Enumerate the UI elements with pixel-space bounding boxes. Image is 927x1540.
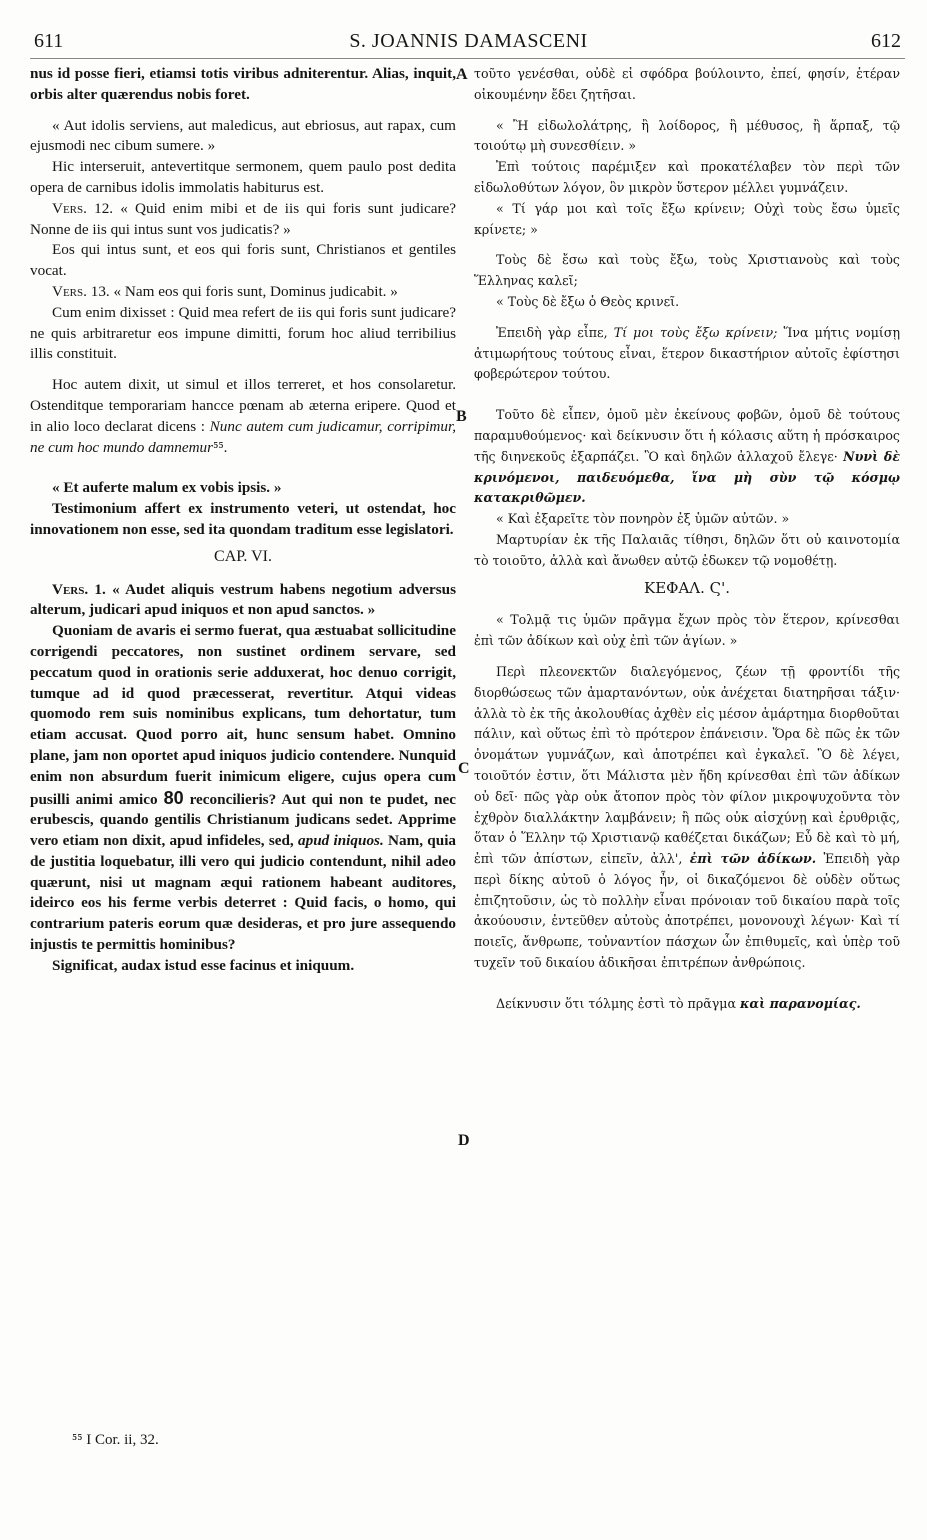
greek-paragraph (474, 405, 900, 509)
verse-text: « Quid enim mibi et de iis qui foris sunt judicare? Nonne de iis qui intus sunt vos judicatis? » (30, 199, 456, 238)
chapter-heading-greek: ΚΕΦΑΛ. Ϛ'. (643, 578, 731, 597)
chapter-heading-latin: CAP. VI. (214, 547, 272, 565)
greek-text: Δείκνυσιν ὅτι τόλμης ἐστὶ τὸ πρᾶγμα (496, 995, 736, 1011)
latin-emphasis: apud iniquos. (298, 832, 384, 850)
latin-paragraph: Significat, audax istud esse facinus et iniquum. (52, 956, 355, 974)
scripture-citation: Νυνὶ δὲ κρινόμενοι, παιδευόμεθα, ἵνα μὴ σὺν τῷ κόσμῳ κατακριθῶμεν. (474, 448, 900, 506)
latin-paragraph: Testimonium affert ex instrumento veteri, ut ostendat, hoc innovationem non esse, sed ita quondam traditum esse legislatori. (30, 500, 456, 538)
marginal-number: 80 (163, 787, 184, 808)
running-header (30, 30, 907, 60)
greek-text: Ἵνα μήτις νομίσῃ ἀτιμωρήτους τούτους εἶναι, ἕτερον δικαστήριον αὐτοῖς ἐφίστησι φοβερώτερον τούτου. (474, 324, 900, 382)
latin-quote: « Et auferte malum ex vobis ipsis. » (52, 479, 282, 497)
latin-column (30, 64, 456, 977)
greek-paragraph (474, 994, 900, 1015)
greek-text: Περὶ πλεονεκτῶν διαλεγόμενος, ζέων τῇ φροντίδι τῆς διορθώσεως τῶν ἁμαρτανόντων, οὐκ ἀνέχεται διατηρῆσαι τάξιν· ἀλλὰ τὸ ἐκ τῆς ἀκολουθίας ἀχθὲν εἰς μέσον ἁμάρτημα διορθοῦται πάλιν, καὶ οὕτως ἐπὶ τὸ πρότερον ἐπάνεισιν. Ὅρα δὲ πῶς ἐκ τῶν ὀνομάτων γυμνάζων, καὶ ἀποτρέπει καὶ ἐγκαλεῖ. Ὃ δὲ λέγει, τοιοῦτόν ἐστιν, ὅτι Μάλιστα μὲν ἤδη κρίνεσθαι ἐπὶ τῶν ἀδίκων οὐ δεῖ· πῶς γὰρ οὐκ ἄτοπον πρὸς τὸν φίλον μικροψυχοῦντα τὸν ἐχθρὸν διαλλάκτην λαμβάνειν; ἢ πῶς οὐκ αἰσχύνῃ καὶ ἐρυθριᾷς, ὅταν ὁ Ἕλλην τῷ Χριστιανῷ καθέζεται δικάζων; Εὖ δὲ καὶ τὸ μή, ἐπὶ τῶν ἀπίστων, εἰπεῖν, ἀλλ', (474, 663, 900, 867)
greek-quote: « Τολμᾷ τις ὑμῶν πρᾶγμα ἔχων πρὸς τὸν ἕτερον, κρίνεσθαι ἐπὶ τῶν ἀδίκων καὶ οὐχ ἐπὶ τῶν ἁγίων. » (474, 612, 900, 649)
header-rule (30, 58, 905, 59)
running-title: S. JOANNIS DAMASCENI (349, 30, 588, 52)
scripture-citation: Nunc autem cum judicamur, corripimur, ne cum hoc mundo damnemur (30, 417, 457, 456)
verse-text: « Nam eos qui foris sunt, Dominus judicabit. » (113, 282, 398, 300)
verse-label: Vers. 13. (52, 282, 110, 300)
greek-emphasis: ἐπὶ τῶν ἀδίκων. (689, 851, 817, 867)
greek-column (474, 64, 900, 1015)
latin-quote: « Aut idolis serviens, aut maledicus, aut ebriosus, aut rapax, cum ejusmodi nec cibum sumere. » (30, 116, 456, 155)
greek-text: Ἐπειδὴ γὰρ εἶπε, (496, 324, 608, 340)
section-marker-c: C (458, 760, 470, 777)
greek-quote: « Τί γάρ μοι καὶ τοῖς ἔξω κρίνειν; Οὐχὶ τοὺς ἔσω ὑμεῖς κρίνετε; » (474, 200, 900, 237)
page-number-left: 611 (34, 30, 64, 52)
latin-text: Nam, quia de justitia loquebatur, illi vero qui judicio contendunt, nihil adeo quærunt, nisi ut magnam æqui rationem habeant auditores, ideirco eos his ferme verbis deterret : Quid facis, o homo, qui contrarium pateris eorum quæ desideras, et pro jure assequendo injustis te permittis hominibus? (30, 832, 457, 954)
section-marker-a: A (456, 66, 468, 83)
greek-quote: « Ἢ εἰδωλολάτρης, ἢ λοίδορος, ἢ μέθυσος, ἢ ἅρπαξ, τῷ τοιούτῳ μὴ συνεσθίειν. » (474, 117, 900, 154)
latin-paragraph: Eos qui intus sunt, et eos qui foris sunt, Christianos et gentiles vocat. (30, 241, 456, 280)
verse-label: Vers. 12. (52, 199, 114, 217)
greek-paragraph: Ἐπὶ τούτοις παρέμιξεν καὶ προκατέλαβεν τὸν περὶ τῶν εἰδωλοθύτων λόγον, ὃν μικρὸν ὕστερον μέλλει γυμνάζειν. (474, 159, 900, 195)
latin-text: Quoniam de avaris ei sermo fuerat, qua æstuabat sollicitudine corrigendi peccatores, non sustinet ordinem servare, sed peccatum quod in orationis serie adduxerat, hoc denuo corrigit, tumque ad id quod præcesserat, revertitur. Atqui videas quomodo rem suis nominibus explicans, tum dehortatur, tum etiam accusat. Quod porro ait, hunc sensum habet. Omnino plane, jam non oportet apud iniquos judicio contendere. Nunquid enim non absurdum fuerit inimicum eligere, cujus opera cum pusilli animi amico (30, 622, 456, 808)
latin-paragraph (30, 375, 456, 458)
footnote: ⁵⁵ I Cor. ii, 32. (72, 1432, 159, 1448)
verse-text: « Audet aliquis vestrum habens negotium adversus alterum, judicari apud iniquos et non apud sanctos. » (30, 580, 456, 619)
greek-paragraph (474, 323, 900, 385)
greek-paragraph: Μαρτυρίαν ἐκ τῆς Παλαιᾶς τίθησι, δηλῶν ὅτι οὐ καινοτομία τὸ τοιοῦτο, ἀλλὰ καὶ ἄνωθεν αὐτῷ ἐδωκεν τῷ νομοθέτῃ. (474, 531, 900, 568)
latin-paragraph: Cum enim dixisset : Quid mea refert de iis qui foris sunt judicare? ne quis arbitraretur eos impune dimitti, forum hoc aliud terribilius illis constituit. (30, 303, 456, 363)
latin-text: reconcilieris? Aut qui non te pudet, nec erubescis, quando gentilis Christianum judicans sedet. Apprime vero etiam non dixit, apud infideles, sed, (30, 790, 456, 850)
greek-emphasis: Τί μοι τοὺς ἔξω κρίνειν; (613, 324, 778, 340)
latin-verse (30, 580, 456, 622)
footnote-ref: ⁵⁵. (213, 438, 228, 456)
section-marker-d: D (458, 1132, 470, 1149)
greek-text: Τοῦτο δὲ εἶπεν, ὁμοῦ μὲν ἐκείνους φοβῶν, ὁμοῦ δὲ τούτους παραμυθούμενος· καὶ δείκνυσιν ὅτι ἡ κόλασις αὕτη ἡ πρόσκαιρος τῆς διηνεκοῦς ἐξαρπάζει. Ὃ καὶ δηλῶν ἀλλαχοῦ ἔλεγε· (474, 407, 900, 464)
latin-text: Hoc autem dixit, ut simul et illos terreret, et hos consolaretur. Ostenditque temporariam hancce pœnam ab æterna eripere. Quod et in alio loco declarat dicens : (30, 376, 456, 435)
greek-paragraph: τοῦτο γενέσθαι, οὐδὲ εἰ σφόδρα βούλοιντο, ἐπεί, φησίν, ἑτέραν οἰκουμένην ἔδει ζητῆσαι. (474, 66, 900, 102)
latin-paragraph: Hic interseruit, antevertitque sermonem, quem paulo post dedita opera de carnibus idolis immolatis habiturus est. (30, 158, 456, 196)
page-number-right: 612 (871, 30, 901, 52)
latin-paragraph (30, 621, 456, 956)
latin-verse (30, 199, 456, 241)
section-marker-b: B (456, 408, 467, 425)
greek-quote: « Καὶ ἐξαρεῖτε τὸν πονηρὸν ἐξ ὑμῶν αὐτῶν. » (496, 511, 790, 527)
latin-paragraph: nus id posse fieri, etiamsi totis viribus adniterentur. Alias, inquit, orbis alter quærendus nobis foret. (30, 65, 456, 103)
greek-paragraph: Τοὺς δὲ ἔσω καὶ τοὺς ἔξω, τοὺς Χριστιανοὺς καὶ τοὺς Ἕλληνας καλεῖ; (474, 252, 900, 289)
latin-verse (30, 282, 456, 303)
greek-quote: « Τοὺς δὲ ἔξω ὁ Θεὸς κρινεῖ. (496, 293, 680, 309)
greek-text: Ἐπειδὴ γὰρ περὶ δίκης αὐτοῦ ὁ λόγος ἦν, οἱ δικαζόμενοι δὲ οὐδὲν οὕτως ἐπιζητοῦσιν, ὡς τὸ πολλὴν εἶναι πρόνοιαν τοῦ δικαίου παρὰ τοῖς ἀκούουσιν, ἐντεῦθεν αὐτοὺς ἀποτρέπει, μονονουχὶ λέγων· Καὶ τί ποιεῖς, ἄνθρωπε, τοὐναντίον πάσχων ὧν ἐπιθυμεῖς, καὶ ὑπὲρ τοῦ τυχεῖν τοῦ δικαίου ἀδικῆσαι ἐπιτρέπων ἀνθρώποις. (474, 851, 900, 971)
greek-paragraph (474, 662, 900, 974)
verse-label: Vers. 1. (52, 580, 106, 598)
greek-emphasis: καὶ παρανομίας. (739, 995, 861, 1011)
